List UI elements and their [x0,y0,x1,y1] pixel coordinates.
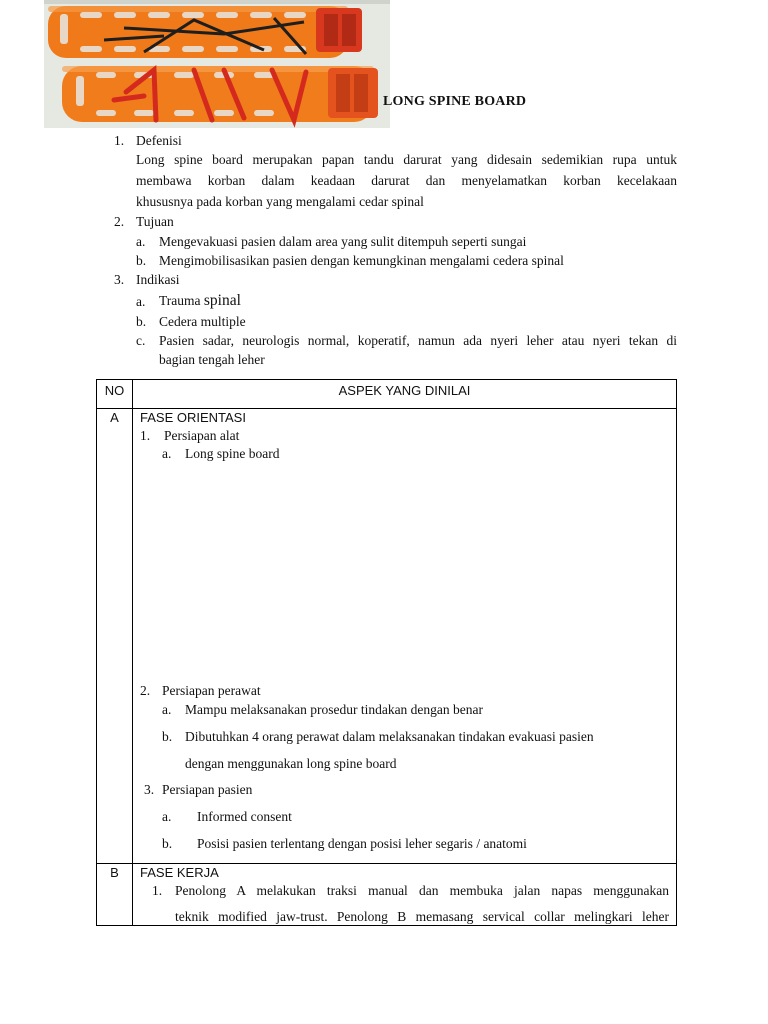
tujuan-b-text: Mengimobilisasikan pasien dengan kemungkinan mengalami cedera spinal [159,253,564,268]
row-b-no: B [110,865,119,880]
perawat-b-continuation: dengan menggunakan long spine board [185,756,397,771]
indikasi-b-text: Cedera multiple [159,314,246,329]
indikasi-a-emphasis: spinal [203,292,241,309]
page-title: LONG SPINE BOARD [383,94,527,109]
perawat-b-marker: b. [162,729,173,744]
perawat-a-text: Mampu melaksanakan prosedur tindakan dengan benar [185,702,484,717]
indikasi-a-text [159,292,241,310]
spine-board-photo [44,0,390,128]
pasien-a-marker: a. [162,809,172,824]
row-a-no: A [110,410,119,425]
section-2-heading: Tujuan [136,214,174,229]
indikasi-c-marker: c. [136,333,146,348]
section-1-number: 1. [114,133,125,148]
indikasi-b-marker: b. [136,314,147,329]
section-1-heading: Defenisi [136,133,182,148]
persiapan-pasien-number: 3. [144,782,155,797]
pasien-a-text: Informed consent [197,809,292,824]
indikasi-a-prefix: Trauma [159,293,204,308]
alat-a-marker: a. [162,446,172,461]
section-3-heading: Indikasi [136,272,180,287]
kerja-1-line-1: Penolong A melakukan traksi manual dan membuka jalan napas menggunakan [175,883,669,898]
row-a-phase: FASE ORIENTASI [140,410,246,425]
header-no: NO [104,383,125,398]
indikasi-c-line-1: Pasien sadar, neurologis normal, koperatif, namun ada nyeri leher atau nyeri tekan di [159,333,677,348]
persiapan-alat-number: 1. [140,428,151,443]
alat-a-text: Long spine board [185,446,280,461]
column-divider [132,380,133,925]
persiapan-alat-label: Persiapan alat [164,428,240,443]
row-b-phase: FASE KERJA [140,865,219,880]
section-2-number: 2. [114,214,125,229]
persiapan-perawat-number: 2. [140,683,151,698]
perawat-b-text: Dibutuhkan 4 orang perawat dalam melaksanakan tindakan evakuasi pasien [185,729,594,744]
tujuan-a-marker: a. [136,234,146,249]
perawat-a-marker: a. [162,702,172,717]
assessment-table [96,379,677,926]
header-divider [97,408,676,409]
section-3-number: 3. [114,272,125,287]
indikasi-a-marker: a. [136,294,146,309]
persiapan-perawat-label: Persiapan perawat [162,683,261,698]
persiapan-pasien-label: Persiapan pasien [162,782,253,797]
row-divider [97,863,676,864]
pasien-b-marker: b. [162,836,173,851]
definition-line-2: membawa korban dalam keadaan darurat dan menyelamatkan korban kecelakaan [136,173,677,188]
header-aspek: ASPEK YANG DINILAI [338,383,471,398]
tujuan-a-text: Mengevakuasi pasien dalam area yang sulit ditempuh seperti sungai [159,234,527,249]
kerja-1-line-2: teknik modified jaw-trust. Penolong B memasang servical collar melingkari leher [175,909,669,924]
definition-line-1: Long spine board merupakan papan tandu darurat yang didesain sedemikian rupa untuk [136,152,677,167]
indikasi-c-line-2: bagian tengah leher [159,352,265,367]
tujuan-b-marker: b. [136,253,147,268]
definition-line-3: khususnya pada korban yang mengalami cedar spinal [136,194,424,209]
pasien-b-text: Posisi pasien terlentang dengan posisi leher segaris / anatomi [197,836,527,851]
kerja-1-number: 1. [152,883,163,898]
